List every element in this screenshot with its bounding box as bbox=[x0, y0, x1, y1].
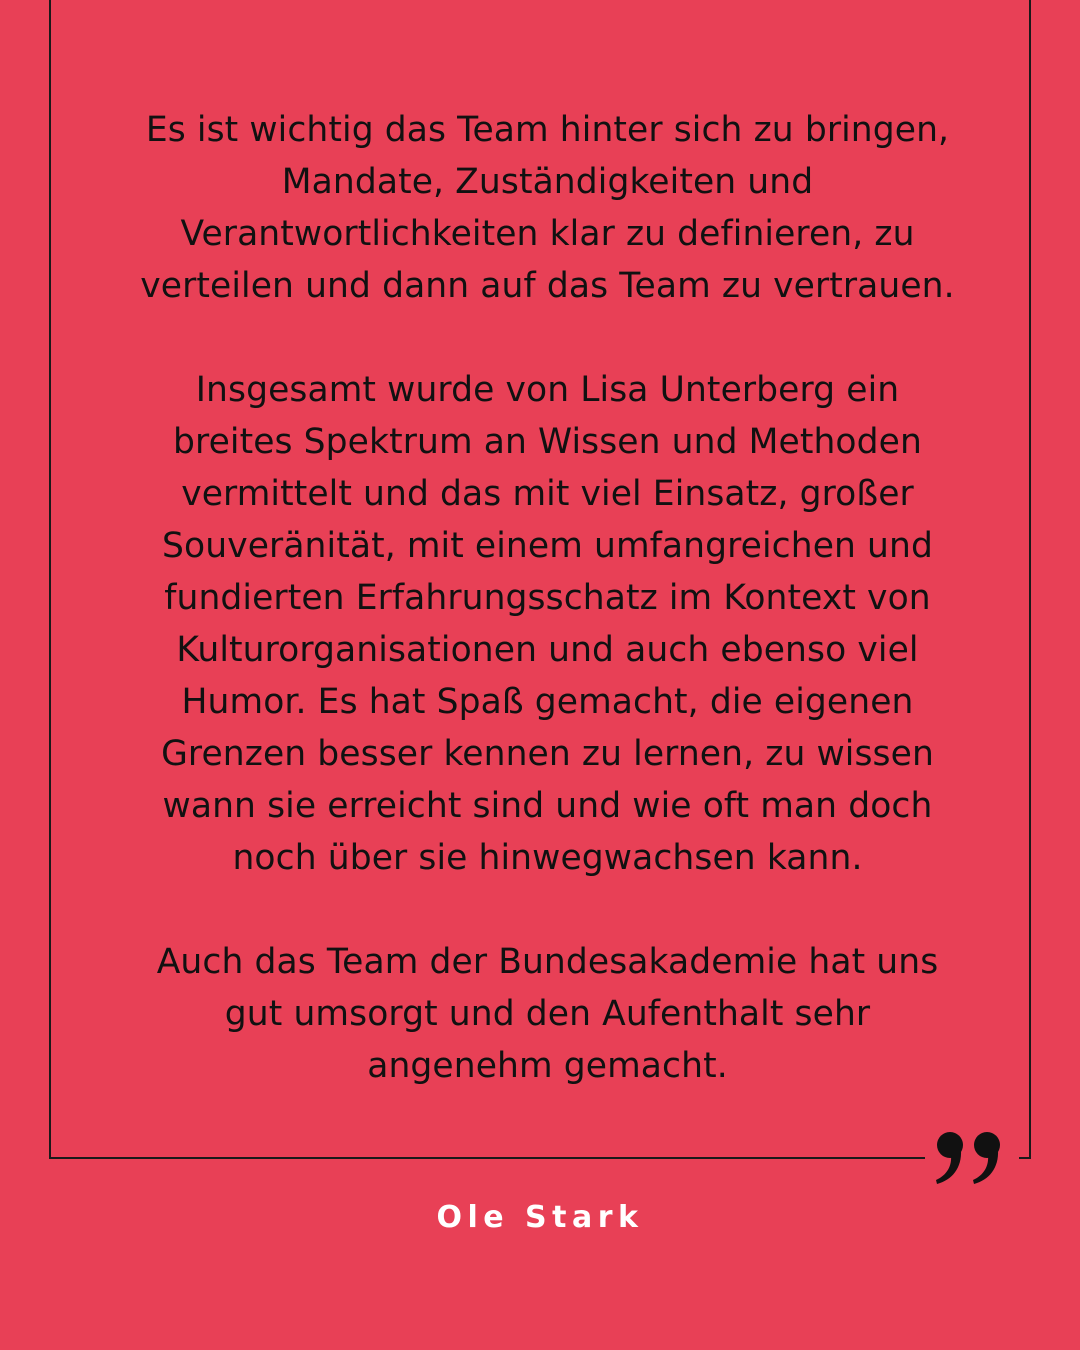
testimonial-quote bbox=[90, 104, 1005, 1092]
author-name: Ole Stark bbox=[436, 1200, 644, 1235]
quote-paragraph: Insgesamt wurde von Lisa Unterberg ein breites Spektrum an Wissen und Methoden vermittelt und das mit viel Einsatz, großer Souveränität, mit einem umfangreichen und fundierten Erfahrungsschatz im Kontext von Kulturorganisationen und auch ebenso viel Humor. Es hat Spaß gemacht, die eigenen Grenzen besser kennen zu lernen, zu wissen wann sie erreicht sind und wie oft man doch noch über sie hinwegwachsen kann. bbox=[161, 370, 934, 878]
frame-right-border bbox=[1029, 0, 1031, 1159]
closing-quote-icon bbox=[934, 1128, 1008, 1186]
frame-left-border bbox=[49, 0, 51, 1159]
quote-paragraph: Auch das Team der Bundesakademie hat uns gut umsorgt und den Aufenthalt sehr angenehm gemacht. bbox=[156, 942, 939, 1086]
frame-bottom-border bbox=[49, 1157, 925, 1159]
quote-paragraph: Es ist wichtig das Team hinter sich zu bringen, Mandate, Zuständigkeiten und Verantwortlichkeiten klar zu definieren, zu verteilen und dann auf das Team zu vertrauen. bbox=[140, 110, 955, 306]
frame-bottom-border-end bbox=[1019, 1157, 1031, 1159]
